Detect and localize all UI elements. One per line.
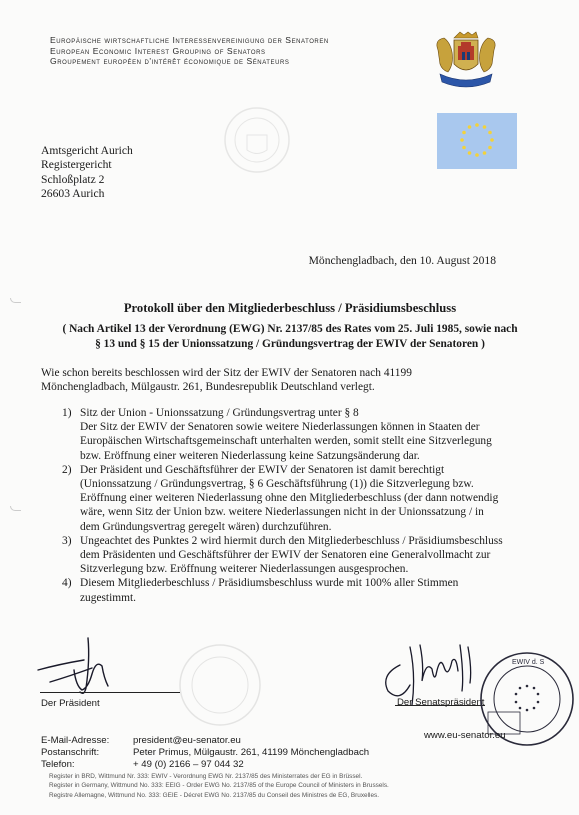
list-body xyxy=(80,576,532,604)
list-number: 2) xyxy=(62,463,72,476)
punch-mark xyxy=(10,298,21,303)
coat-of-arms-icon xyxy=(430,30,502,94)
org-line-en: European Economic Interest Grouping of Senators xyxy=(50,45,266,56)
stamp-text: EWIV d. S xyxy=(512,659,545,666)
list-number: 1) xyxy=(62,407,72,419)
intro-line: Wie schon bereits beschlossen wird der Sitz der EWIV der Senatoren nach 41199 xyxy=(41,367,412,379)
document-title: Protokoll über den Mitgliederbeschluss / Präsidiumsbeschluss xyxy=(123,301,457,315)
recipient-line: Amtsgericht Aurich xyxy=(41,144,133,157)
faint-stamp-icon xyxy=(175,640,265,730)
president-label: Der Präsident xyxy=(41,698,100,709)
recipient-line: Registergericht xyxy=(41,158,112,172)
punch-mark xyxy=(10,506,21,511)
document-subtitle xyxy=(40,322,540,352)
intro-paragraph xyxy=(41,366,531,394)
faint-seal-icon xyxy=(222,105,292,175)
list-body xyxy=(80,463,532,534)
list-line: Diesem Mitgliederbeschluss / Präsidiumsbeschluss wurde mit 100% aller Stimmen xyxy=(80,577,459,590)
contact-block xyxy=(41,735,369,771)
postal-address: Peter Primus, Mülgaustr. 261, 41199 Mönchengladbach xyxy=(133,747,370,758)
list-line: Der Präsident und Geschäftsführer der EWIV der Senatoren ist damit berechtigt xyxy=(80,463,445,476)
org-line-fr: Groupement européen d'intérêt économique de Sénateurs xyxy=(50,56,290,67)
email-link[interactable]: president@eu-senator.eu xyxy=(133,735,241,746)
contact-row-phone xyxy=(41,759,369,771)
intro-line: Mönchengladbach, Mülgaustr. 261, Bundesrepublik Deutschland verlegt. xyxy=(41,381,375,394)
list-line: Der Sitz der EWIV der Senatoren sowie weitere Niederlassungen können in Staaten der xyxy=(80,421,480,434)
list-line: zugestimmt. xyxy=(80,591,136,604)
list-line: Sitzverlegung bzw. Eröffnung weiterer Niederlassungen ausgesprochen. xyxy=(80,563,409,576)
list-number: 3) xyxy=(62,534,72,547)
list-line: bzw. Eröffnung einer weiteren Niederlassung keine Satzungsänderung dar. xyxy=(80,449,420,462)
register-line: Register in Germany, Wittmund No. 333: EEIG - Order EWG No. 2137/85 of the Europe Council of Ministers in Brussels. xyxy=(49,782,389,790)
list-line: Europäischen Wirtschaftsgemeinschaft unterhalten werden, somit stellt eine Sitzverlegung xyxy=(80,435,492,448)
subtitle-line: § 13 und § 15 der Unionssatzung / Gründungsvertrag der EWIV der Senatoren ) xyxy=(95,338,485,350)
register-line: Registre Allemagne, Wittmund No. 333: GEIE - Décret EWG No. 2137/85 du Conseil des Ministres de EG, Bruxelles. xyxy=(49,791,379,799)
date-line: Mönchengladbach, den 10. August 2018 xyxy=(308,254,496,267)
signature-line-right xyxy=(395,705,485,706)
resolution-list xyxy=(62,406,532,605)
recipient-address xyxy=(41,144,133,202)
contact-key: E-Mail-Adresse: xyxy=(41,735,110,746)
eu-flag-icon xyxy=(437,113,517,169)
list-item xyxy=(62,406,532,463)
list-line: Ungeachtet des Punktes 2 wird hiermit durch den Mitgliederbeschluss / Präsidiumsbeschluss xyxy=(80,534,503,547)
list-body xyxy=(80,406,532,463)
signature-line-left xyxy=(40,692,180,693)
president-signature-icon xyxy=(30,630,170,700)
register-line: Register in BRD, Wittmund Nr. 333: EWIV - Verordnung EWG Nr. 2137/85 des Ministerrates der EG in Brüssel. xyxy=(49,773,363,780)
contact-row-email xyxy=(41,735,369,747)
register-footnotes xyxy=(49,772,389,800)
subtitle-line: ( Nach Artikel 13 der Verordnung (EWG) Nr. 2137/85 des Rates vom 25. Juli 1985, sowie nach xyxy=(62,323,518,335)
organization-name-block xyxy=(50,35,420,67)
list-line: (Unionssatzung / Gründungsvertrag, § 6 Geschäftsführung (1)) die Sitzverlegung bzw. xyxy=(80,478,474,491)
org-line-de: Europäische wirtschaftliche Interessenvereinigung der Senatoren xyxy=(50,35,329,45)
list-line: dem Gründungsvertrag geregelt wären) durchzuführen. xyxy=(80,520,332,533)
contact-key: Telefon: xyxy=(41,759,75,770)
recipient-line: Schloßplatz 2 xyxy=(41,172,105,186)
list-item xyxy=(62,463,532,534)
list-line: dem Präsidenten und Geschäftsführer der EWIV der Senatoren eine Generalvollmacht zur xyxy=(80,549,491,562)
list-line: Sitz der Union - Unionssatzung / Gründungsvertrag unter § 8 xyxy=(80,407,359,419)
list-line: Eröffnung einer weiteren Niederlassung ohne den Mitgliederbeschluss (der dann notwendig xyxy=(80,492,499,505)
list-body xyxy=(80,534,532,577)
list-line: wäre, wenn Sitz der Union bzw. weitere Niederlassungen nicht in der Unionssatzung / in xyxy=(80,506,484,519)
recipient-line: 26603 Aurich xyxy=(41,187,105,201)
list-item xyxy=(62,576,532,604)
list-number: 4) xyxy=(62,577,72,590)
contact-row-address xyxy=(41,747,369,759)
contact-key: Postanschrift: xyxy=(41,747,100,758)
senate-president-label: Der Senatspräsident xyxy=(397,697,485,708)
website-link[interactable]: www.eu-senator.eu xyxy=(424,730,506,741)
phone-number: + 49 (0) 2166 – 97 044 32 xyxy=(133,759,244,770)
list-item xyxy=(62,534,532,577)
